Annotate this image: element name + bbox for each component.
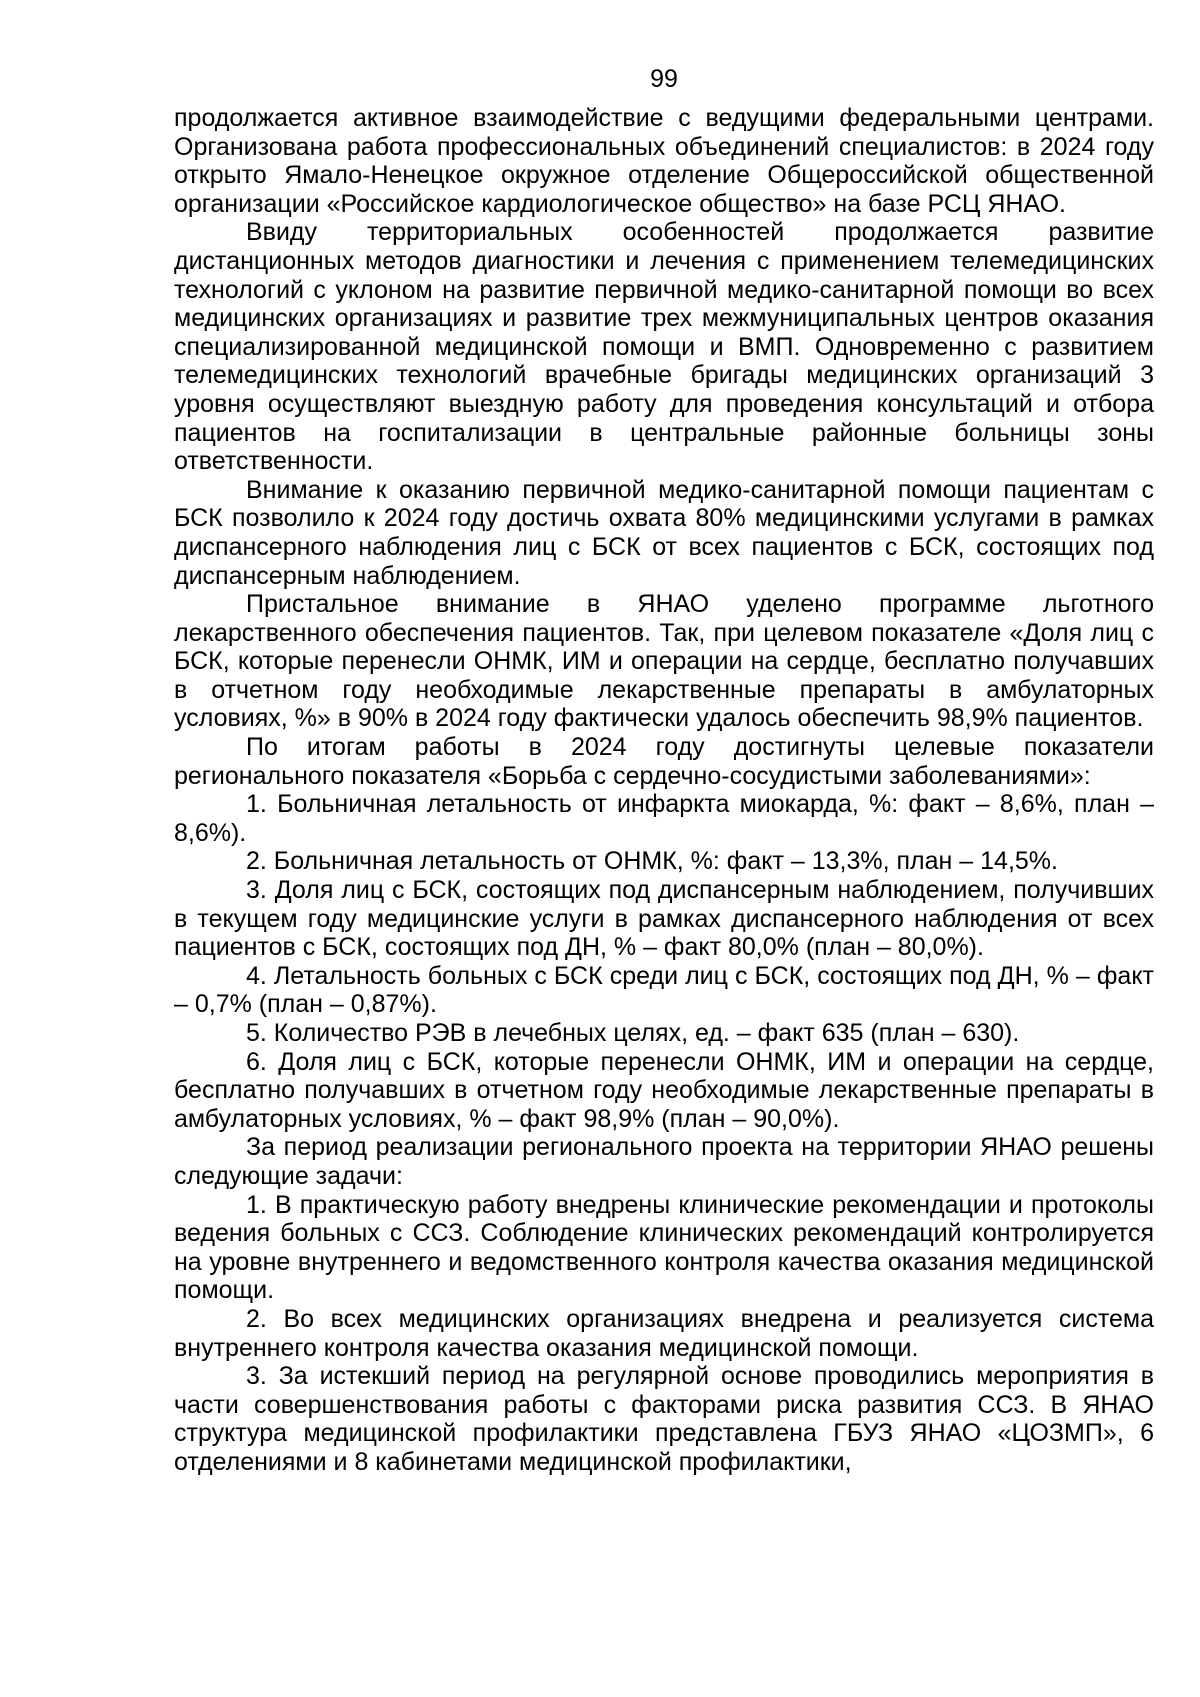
- paragraph-drug-provision: Пристальное внимание в ЯНАО уделено программе льготного лекарственного обеспечения пациентов. Так, при целевом показателе «Доля лиц с БСК, которые перенесли ОНМК, ИМ и операции на сердце, бесплатно получавших в отчетном году необходимые лекарственные препараты в амбулаторных условиях, %» в 90% в 2024 году фактически удалось обеспечить 98,9% пациентов.: [174, 590, 1154, 733]
- paragraph-results-intro: По итогам работы в 2024 году достигнуты целевые показатели регионального показателя «Борьба с сердечно-сосудистыми заболеваниями»:: [174, 733, 1154, 790]
- paragraph-primary-care: Внимание к оказанию первичной медико-санитарной помощи пациентам с БСК позволило к 2024 году достичь охвата 80% медицинскими услугами в рамках диспансерного наблюдения лиц с БСК от всех пациентов с БСК, состоящих под диспансерным наблюдением.: [174, 475, 1154, 590]
- result-item-3: 3. Доля лиц с БСК, состоящих под диспансерным наблюдением, получивших в текущем году медицинские услуги в рамках диспансерного наблюдения от всех пациентов с БСК, состоящих под ДН, % – факт 80,0% (план – 80,0%).: [174, 876, 1154, 962]
- result-item-5: 5. Количество РЭВ в лечебных целях, ед. – факт 635 (план – 630).: [246, 1019, 1020, 1047]
- task-item-3: 3. За истекший период на регулярной основе проводились мероприятия в части совершенствования работы с факторами риска развития ССЗ. В ЯНАО структура медицинской профилактики представлена ГБУЗ ЯНАО «ЦОЗМП», 6 отделениями и 8 кабинетами медицинской профилактики,: [174, 1362, 1154, 1476]
- result-item-2: 2. Больничная летальность от ОНМК, %: факт – 13,3%, план – 14,5%.: [246, 847, 1058, 876]
- result-item-1: 1. Больничная летальность от инфаркта миокарда, %: факт – 8,6%, план – 8,6%).: [174, 790, 1154, 847]
- paragraph-tasks-intro: За период реализации регионального проекта на территории ЯНАО решены следующие задачи:: [174, 1133, 1154, 1190]
- task-item-1: 1. В практическую работу внедрены клинические рекомендации и протоколы ведения больных с ССЗ. Соблюдение клинических рекомендаций контролируется на уровне внутреннего и ведомственного контроля качества оказания медицинской помощи.: [174, 1190, 1154, 1305]
- task-item-2: 2. Во всех медицинских организациях внедрена и реализуется система внутреннего контроля качества оказания медицинской помощи.: [174, 1304, 1154, 1362]
- result-item-4: 4. Летальность больных с БСК среди лиц с БСК, состоящих под ДН, % – факт – 0,7% (план – 0,87%).: [174, 961, 1154, 1019]
- paragraph-telemedicine: Ввиду территориальных особенностей продолжается развитие дистанционных методов диагностики и лечения с применением телемедицинских технологий с уклоном на развитие первичной медико-санитарной помощи во всех медицинских организациях и развитие трех межмуниципальных центров оказания специализированной медицинской помощи и ВМП. Одновременно с развитием телемедицинских технологий врачебные бригады медицинских организаций 3 уровня осуществляют выездную работу для проведения консультаций и отбора пациентов на госпитализации в центральные районные больницы зоны ответственности.: [174, 218, 1154, 476]
- paragraph-federal-centers: продолжается активное взаимодействие с ведущими федеральными центрами. Организована работа профессиональных объединений специалистов: в 2024 году открыто Ямало-Ненецкое окружное отделение Общероссийской общественной организации «Российское кардиологическое общество» на базе РСЦ ЯНАО.: [174, 104, 1154, 218]
- page-number: 99: [650, 65, 678, 93]
- result-item-6: 6. Доля лиц с БСК, которые перенесли ОНМК, ИМ и операции на сердце, бесплатно получавших в отчетном году необходимые лекарственные препараты в амбулаторных условиях, % – факт 98,9% (план – 90,0%).: [174, 1047, 1154, 1133]
- document-page: [174, 64, 1154, 1477]
